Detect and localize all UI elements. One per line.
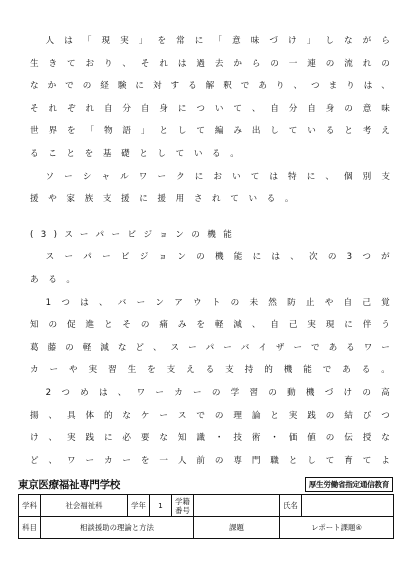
text-line: 人 は 「 現 実 」 を 常 に 「 意 味 づ け 」 し な が ら (45, 36, 390, 46)
text-line: け 、 実 践 に 必 要 な 知 識 ・ 技 術 ・ 価 値 の 伝 授 な (30, 433, 390, 444)
name-value (302, 495, 394, 517)
department-label: 学科 (19, 495, 41, 517)
school-name: 東京医療福祉専門学校 (18, 479, 120, 491)
paragraph-3 (30, 246, 390, 472)
text-line: ス ー パ ー ビ ジ ョ ン の 機 能 に は 、 次 の 3 つ が (45, 252, 390, 263)
text-line: 2 つ め は 、 ワ ー カ ー の 学 習 の 動 機 づ け の 高 (45, 387, 390, 398)
student-id-value (194, 495, 280, 517)
text-line: ど 、 ワ ー カ ー を 一 人 前 の 専 門 職 と し て 育 て よ (30, 455, 390, 466)
section-heading: (3)スーパービジョンの機能 (30, 229, 240, 240)
text-line: る こ と を 基 礎 と し て い る 。 (30, 148, 239, 159)
text-line: カ ー や 実 習 生 を 支 え る 支 持 的 機 能 で あ る 。 (30, 365, 390, 376)
text-line: ソ ー シ ャ ル ワ ー ク に お い て は 特 に 、 個 別 支 (45, 171, 390, 182)
text-line: 1 つ は 、 バ ー ン ア ウ ト の 未 然 防 止 や 自 己 覚 (45, 297, 390, 308)
assignment-value: レポート課題④ (280, 517, 394, 539)
assignment-label: 課題 (194, 517, 280, 539)
text-line: 世 界 を 「 物 語 」 と し て 編 み 出 し て い る と 考 え (30, 126, 390, 137)
year-value: 1 (150, 495, 172, 517)
report-footer (18, 476, 393, 539)
subject-value: 相談援助の理論と方法 (41, 517, 194, 539)
paragraph-2 (30, 166, 390, 211)
text-line: 生 き て お り 、 そ れ は 過 去 か ら の 一 連 の 流 れ の (30, 58, 390, 69)
text-line: 揚 、 具 体 的 な ケ ー ス で の 理 論 と 実 践 の 結 び つ (30, 410, 390, 421)
text-line: 葛 藤 の 軽 減 な ど 、 ス ー パ ー バ イ ザ ー で あ る ワ ー (30, 342, 390, 353)
school-header (18, 476, 393, 492)
submission-form-table (18, 494, 394, 539)
paragraph-1 (30, 30, 390, 166)
text-line: あ る 。 (30, 274, 76, 285)
department-value: 社会福祉科 (41, 495, 128, 517)
year-label: 学年 (128, 495, 150, 517)
student-id-label: 学籍番号 (172, 495, 194, 517)
report-body (30, 30, 390, 472)
text-line: 援 や 家 族 支 援 に 援 用 さ れ て い る 。 (30, 194, 294, 205)
text-line: 知 の 促 進 と そ の 痛 み を 軽 減 、 自 己 実 現 に 伴 う (30, 320, 390, 331)
subject-label: 科目 (19, 517, 41, 539)
text-line: な か で の 経 験 に 対 す る 解 釈 で あ り 、 つ ま り は 、 (30, 81, 390, 92)
accreditation-badge: 厚生労働省指定通信教育 (305, 477, 393, 492)
name-label: 氏名 (280, 495, 302, 517)
text-line: そ れ ぞ れ 自 分 自 身 に つ い て 、 自 分 自 身 の 意 味 (30, 103, 390, 114)
